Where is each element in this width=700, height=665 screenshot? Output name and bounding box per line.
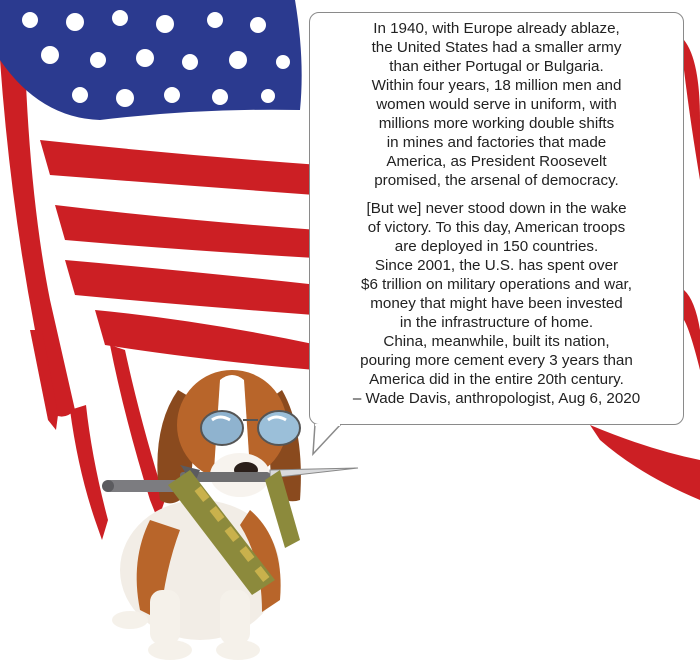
quote-line: $6 trillion on military operations and war, xyxy=(361,276,632,293)
quote-line: America, as President Roosevelt xyxy=(386,153,607,170)
quote-line: in mines and factories that made xyxy=(386,134,607,151)
quote-line: millions more working double shifts xyxy=(378,115,615,132)
speech-bubble-tail xyxy=(309,424,349,456)
quote-line: than either Portugal or Bulgaria. xyxy=(389,58,604,75)
quote-line: pouring more cement every 3 years than xyxy=(360,352,633,369)
quote-line: promised, the arsenal of democracy. xyxy=(374,172,619,189)
quote-paragraph-2 xyxy=(318,199,675,408)
quote-line: Within four years, 18 million men and xyxy=(371,77,622,94)
quote-paragraph-1 xyxy=(318,19,675,190)
quote-line: [But we] never stood down in the wake xyxy=(366,200,627,217)
quote-line: in the infrastructure of home. xyxy=(399,314,594,331)
quote-line: In 1940, with Europe already ablaze, xyxy=(373,20,620,37)
quote-line: women would serve in uniform, with xyxy=(376,96,617,113)
quote-line: are deployed in 150 countries. xyxy=(394,238,599,255)
quote-line: money that might have been invested xyxy=(370,295,623,312)
quote-line: of victory. To this day, American troops xyxy=(367,219,626,236)
quote-attribution: – Wade Davis, anthropologist, Aug 6, 2020 xyxy=(352,390,641,407)
quote-line: America did in the entire 20th century. xyxy=(369,371,624,388)
speech-bubble xyxy=(309,12,684,425)
quote-line: China, meanwhile, built its nation, xyxy=(383,333,610,350)
quote-line: Since 2001, the U.S. has spent over xyxy=(374,257,619,274)
quote-line: the United States had a smaller army xyxy=(371,39,622,56)
